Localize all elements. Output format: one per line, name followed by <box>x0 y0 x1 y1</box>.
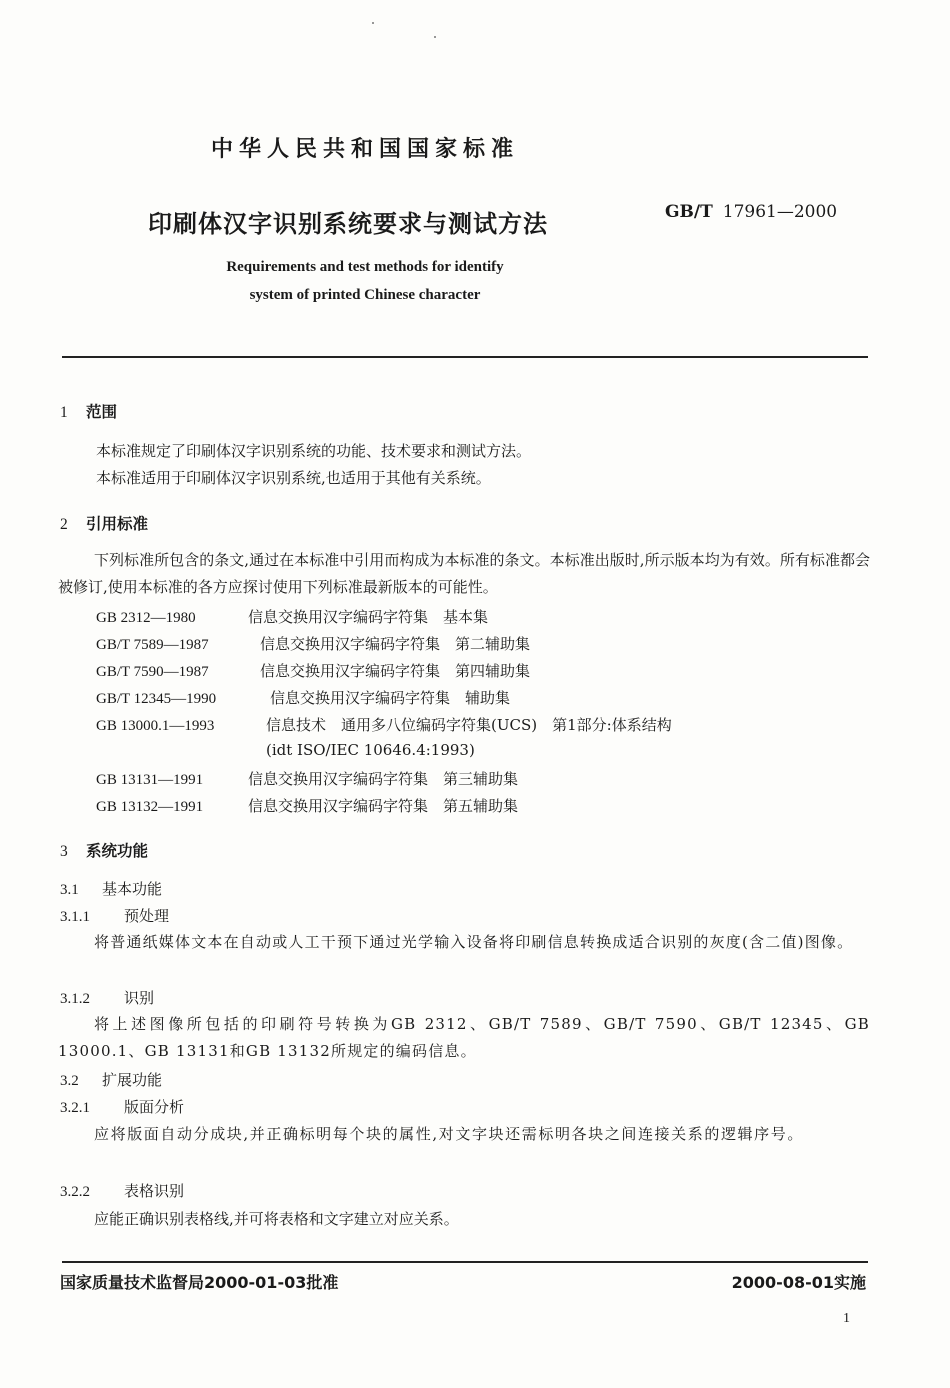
section-2-heading <box>60 512 148 534</box>
reference-code: GB 13131—1991 <box>96 772 204 788</box>
implementation-date: 2000-08-01实施 <box>731 1273 866 1292</box>
subsection-title: 版面分析 <box>124 1098 185 1116</box>
subsection-3-2-2-heading <box>60 1180 184 1201</box>
standard-prefix: GB/T <box>665 202 713 222</box>
subsection-number: 3.2.1 <box>60 1100 90 1116</box>
section-number: 1 <box>60 404 68 421</box>
subsection-number: 3.1.2 <box>60 991 90 1007</box>
reference-item <box>266 741 475 759</box>
section-3-heading <box>60 839 148 861</box>
section-1-paragraph-2: 本标准适用于印刷体汉字识别系统,也适用于其他有关系统。 <box>96 469 491 487</box>
subsection-3-1-2-text: 将上述图像所包括的印刷符号转换为GB 2312、GB/T 7589、GB/T 7590、GB/T 12345、GB 13000.1、GB 13131和GB 13132所规定的编码信息。 <box>58 1015 870 1060</box>
reference-name: 信息交换用汉字编码字符集 第二辅助集 <box>260 635 531 653</box>
subsection-3-2-1-heading <box>60 1096 184 1117</box>
subsection-3-2-2-text: 应能正确识别表格线,并可将表格和文字建立对应关系。 <box>94 1210 459 1228</box>
reference-code: GB 2312—1980 <box>96 610 196 626</box>
section-2-intro: 下列标准所包含的条文,通过在本标准中引用而构成为本标准的条文。本标准出版时,所示版本均为有效。所有标准都会被修订,使用本标准的各方应探讨使用下列标准最新版本的可能性。 <box>58 551 870 596</box>
subsection-3-2-1-text: 应将版面自动分成块,并正确标明每个块的属性,对文字块还需标明各块之间连接关系的逻辑序号。 <box>94 1125 804 1143</box>
reference-item <box>96 606 488 627</box>
subsection-3-1-2-heading <box>60 987 154 1008</box>
header-divider <box>62 356 868 358</box>
reference-code: GB/T 12345—1990 <box>96 691 217 707</box>
subsection-3-2-heading <box>60 1069 162 1090</box>
reference-item <box>96 633 530 654</box>
reference-code: GB 13000.1—1993 <box>96 718 215 734</box>
subsection-title: 表格识别 <box>124 1182 185 1200</box>
subsection-3-1-heading <box>60 878 162 899</box>
subsection-number: 3.1.1 <box>60 909 90 925</box>
subsection-title: 基本功能 <box>102 880 163 898</box>
approval-date: 国家质量技术监督局2000-01-03批准 <box>60 1273 339 1292</box>
section-title: 范围 <box>86 403 118 421</box>
subsection-title: 扩展功能 <box>102 1071 163 1089</box>
reference-code: GB 13132—1991 <box>96 799 204 815</box>
subsection-number: 3.1 <box>60 882 79 898</box>
subsection-3-1-1-heading <box>60 905 169 926</box>
section-title: 引用标准 <box>86 515 149 533</box>
reference-name: 信息交换用汉字编码字符集 第三辅助集 <box>248 770 519 788</box>
page-number: 1 <box>843 1311 850 1326</box>
reference-item <box>96 660 530 681</box>
section-number: 2 <box>60 516 68 533</box>
subsection-number: 3.2 <box>60 1073 79 1089</box>
reference-code: GB/T 7589—1987 <box>96 637 209 653</box>
document-title-en-line2: system of printed Chinese character <box>249 287 481 303</box>
section-number: 3 <box>60 843 68 860</box>
standard-code: 17961—2000 <box>722 202 838 222</box>
subsection-3-1-1-text: 将普通纸媒体文本在自动或人工干预下通过光学输入设备将印刷信息转换成适合识别的灰度(含二值)图像。 <box>94 933 854 951</box>
reference-item <box>96 795 518 816</box>
reference-item <box>96 768 518 789</box>
footer-divider <box>62 1261 868 1263</box>
reference-name: 信息技术 通用多八位编码字符集(UCS) 第1部分:体系结构 <box>266 716 672 734</box>
reference-item <box>96 714 672 735</box>
reference-name: 信息交换用汉字编码字符集 第四辅助集 <box>260 662 531 680</box>
reference-name: 信息交换用汉字编码字符集 基本集 <box>248 608 489 626</box>
document-title-en-line1: Requirements and test methods for identify <box>226 259 504 275</box>
section-title: 系统功能 <box>86 842 149 860</box>
document-title-cn: 印刷体汉字识别系统要求与测试方法 <box>148 210 548 238</box>
subsection-title: 预处理 <box>124 907 170 925</box>
section-1-heading <box>60 400 117 422</box>
standard-number <box>665 202 837 222</box>
scan-speck <box>372 22 374 24</box>
reference-code: GB/T 7590—1987 <box>96 664 209 680</box>
reference-item <box>96 687 510 708</box>
reference-name: (idt ISO/IEC 10646.4:1993) <box>266 741 475 759</box>
national-standard-label: 中华人民共和国国家标准 <box>210 137 519 162</box>
subsection-title: 识别 <box>124 989 155 1007</box>
subsection-number: 3.2.2 <box>60 1184 90 1200</box>
reference-name: 信息交换用汉字编码字符集 第五辅助集 <box>248 797 519 815</box>
scan-speck <box>434 36 436 38</box>
reference-name: 信息交换用汉字编码字符集 辅助集 <box>270 689 511 707</box>
section-1-paragraph-1: 本标准规定了印刷体汉字识别系统的功能、技术要求和测试方法。 <box>96 442 532 460</box>
